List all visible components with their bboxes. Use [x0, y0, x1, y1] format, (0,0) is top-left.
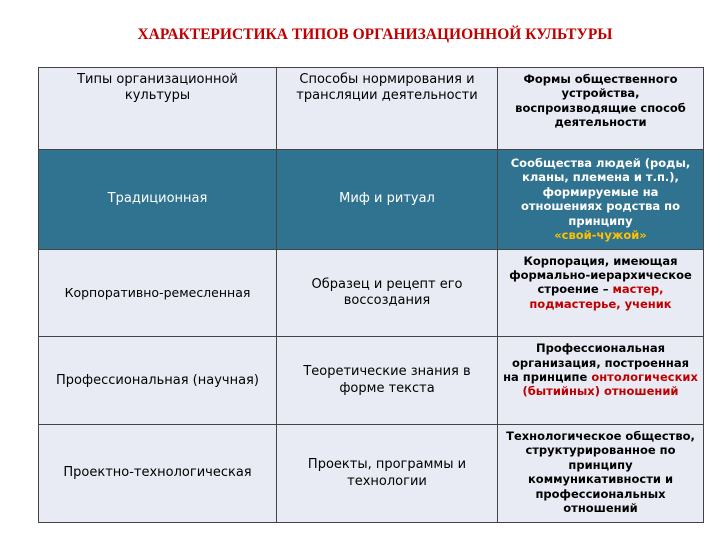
social-form-accent: «свой-чужой»	[554, 227, 647, 242]
social-form-text: Профессиональная организация, построенная на принципе	[503, 341, 689, 385]
method-cell: Теоретические знания в форме текста	[277, 337, 498, 425]
header-cell-types: Типы организационной культуры	[39, 68, 277, 150]
social-form-cell	[498, 149, 704, 249]
table-header-row	[39, 68, 704, 150]
method-cell: Миф и ритуал	[277, 149, 498, 249]
method-cell: Проекты, программы и технологии	[277, 425, 498, 523]
social-form-text: Технологическое общество, структурированное по принципу коммуникативности и профессиональных отношений	[506, 429, 695, 515]
culture-type-cell: Проектно-технологическая	[39, 425, 277, 523]
culture-type-cell: Корпоративно-ремесленная	[39, 249, 277, 337]
social-form-cell	[498, 249, 704, 337]
table-row-traditional	[39, 149, 704, 249]
social-form-cell	[498, 425, 704, 523]
social-form-accent: онтологических (бытийных) отношений	[522, 370, 698, 399]
table-row-professional	[39, 337, 704, 425]
culture-types-table	[38, 67, 704, 523]
table-row-project	[39, 425, 704, 523]
culture-type-cell: Профессиональная (научная)	[39, 337, 277, 425]
social-form-accent: мастер, подмастерье, ученик	[529, 282, 672, 311]
method-cell: Образец и рецепт его воссоздания	[277, 249, 498, 337]
social-form-text: Сообщества людей (роды, кланы, племена и т.п.), формируемые на отношениях родства по принципу	[510, 156, 691, 228]
page-title: ХАРАКТЕРИСТИКА ТИПОВ ОРГАНИЗАЦИОННОЙ КУЛЬТУРЫ	[137, 26, 613, 43]
culture-type-cell: Традиционная	[39, 149, 277, 249]
social-form-cell	[498, 337, 704, 425]
table-row-corporate	[39, 249, 704, 337]
header-cell-methods: Способы нормирования и трансляции деятельности	[277, 68, 498, 150]
header-cell-forms: Формы общественного устройства, воспроизводящие способ деятельности	[498, 68, 704, 150]
social-form-text: Корпорация, имеющая формально-иерархическое строение –	[509, 253, 692, 297]
